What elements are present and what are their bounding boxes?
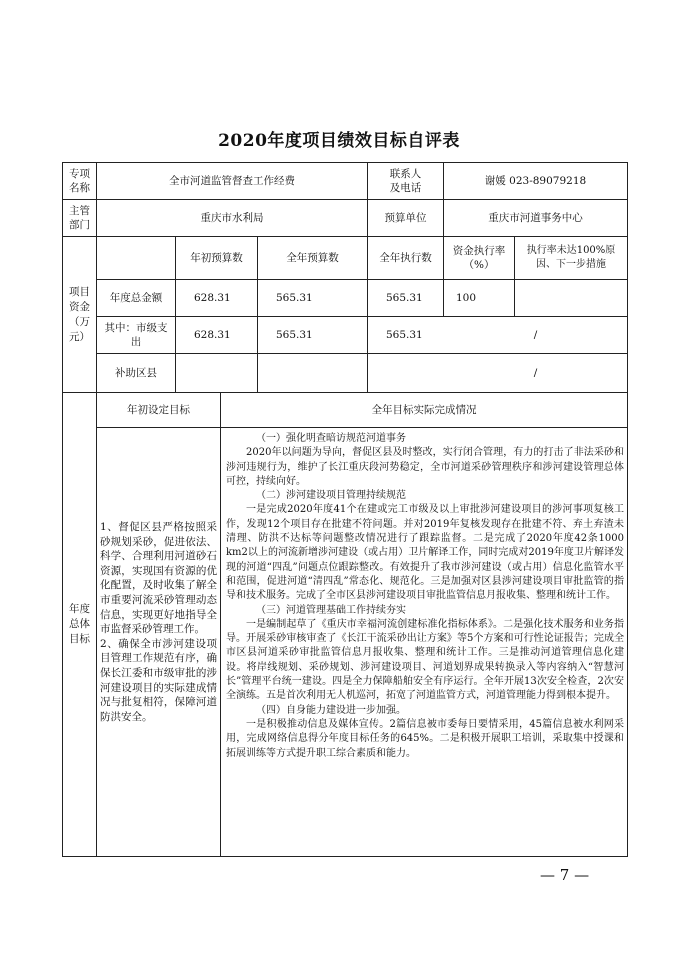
city-merged-cell: / bbox=[533, 329, 538, 341]
contact-value: 谢媛 023-89079218 bbox=[484, 175, 587, 187]
subsidy-merged-cell: / bbox=[533, 367, 538, 379]
page-number: — 7 — bbox=[540, 866, 590, 884]
section-paragraph: 2020年以问题为导向，督促区县及时整改，实行闭合管理，有力的打击了非法采砂和涉河违规行为，维护了长江重庆段河势稳定，全市河道采砂管理秩序和涉河建设管理总体可控，持续向好。 bbox=[226, 447, 624, 487]
section-paragraph: 一是完成2020年度41个在建或完工市级及以上审批涉河建设项目的涉河事项复核工作，发现12个项目存在批建不符问题。并对2019年复核发现存在批建不符、弃土弃渣未清理、防洪不达标等问题整改情况进行了跟踪监督。二是完成了2020年度42条1000 km2以上的河流新增涉河建设（或占用）卫片解译工作，同时完成对2019年度卫片解译发现的河道“四乱”问题点位跟踪整改。有效提升了我市涉河建设（或占用）信息化监管水平和范围，促进河道“清四乱”常态化、规范化。三是加强对区县涉河建设项目审批监管的指导和技术服务。完成了全市区县涉河建设项目审批监管信息月报收集、整理和统计工作。 bbox=[226, 504, 624, 602]
city-annual-budget: 565.31 bbox=[276, 329, 313, 341]
subsidy-initial-budget bbox=[176, 354, 257, 392]
subsidy-annual-execution bbox=[368, 354, 443, 392]
unit-value: 重庆市河道事务中心 bbox=[488, 212, 583, 224]
total-initial-budget: 628.31 bbox=[194, 292, 231, 304]
section-heading: （二）涉河建设项目管理持续规范 bbox=[256, 490, 406, 502]
row-city-label: 其中：市级支 出 bbox=[104, 322, 168, 348]
row-total-label: 年度总金额 bbox=[109, 292, 163, 304]
header-annual-execution: 全年执行数 bbox=[379, 252, 432, 264]
section-heading: （三）河道管理基础工作持续夯实 bbox=[256, 604, 406, 616]
planned-goals-header: 年初设定目标 bbox=[127, 404, 190, 416]
total-execution-rate: 100 bbox=[456, 292, 477, 304]
subsidy-annual-budget bbox=[258, 354, 367, 392]
unit-label: 预算单位 bbox=[384, 212, 427, 224]
goals-section-label: 年度 总体 目标 bbox=[69, 603, 90, 645]
header-execution-rate: 资金执行率 （%） bbox=[452, 245, 506, 271]
header-annual-budget: 全年预算数 bbox=[286, 252, 339, 264]
page-title: 2020年度项目绩效目标自评表 bbox=[218, 131, 460, 151]
total-reason bbox=[515, 280, 627, 316]
row-subsidy-label: 补助区县 bbox=[115, 367, 157, 379]
city-annual-execution: 565.31 bbox=[386, 329, 423, 341]
funds-section-label: 项目 资金 （万 元） bbox=[69, 285, 90, 343]
project-name-value: 全市河道监管督查工作经费 bbox=[169, 175, 295, 187]
section-heading: （四）自身能力建设进一步加强。 bbox=[256, 704, 406, 716]
section-paragraph: 一是积极推动信息及媒体宣传。2篇信息被市委每日要情采用，45篇信息被水利网采用，完成网络信息得分年度目标任务的645%。二是积极开展职工培训，采取集中授课和拓展训练等方式提升职工综合素质和能力。 bbox=[226, 718, 624, 759]
actual-completion-text bbox=[226, 432, 624, 761]
project-name-label: 专项 名称 bbox=[69, 168, 90, 194]
city-initial-budget: 628.31 bbox=[194, 329, 231, 341]
total-annual-execution: 565.31 bbox=[386, 292, 423, 304]
contact-label: 联系人 及电话 bbox=[389, 168, 422, 194]
header-initial-budget: 年初预算数 bbox=[190, 252, 243, 264]
header-reason-measures: 执行率未达100%原 因、下一步措施 bbox=[526, 245, 616, 270]
planned-goals-text: 1、督促区县严格按照采砂规划采砂，促进依法、科学、合理利用河道砂石资源，实现国有资源的优化配置，及时收集了解全市重要河流采砂管理动态信息，实现更好地指导全市监督采砂管理工作。 2、确保全市涉河建设项目管理工作规范有序，确保长江委和市级审批的涉河建设项目的实际建成情况与批复相符，保障河道防洪安全。 bbox=[100, 521, 217, 723]
actual-completion-header: 全年目标实际完成情况 bbox=[371, 404, 477, 416]
dept-value: 重庆市水利局 bbox=[200, 212, 264, 224]
total-annual-budget: 565.31 bbox=[276, 292, 313, 304]
section-heading: （一）强化明查暗访规范河道事务 bbox=[256, 433, 406, 444]
section-paragraph: 一是编制起草了《重庆市幸福河流创建标准化指标体系》。二是强化技术服务和业务指导。开展采砂审核审查了《长江干流采砂出让方案》等5个方案和可行性论证报告；完成全市区县河道采砂审批监管信息月报收集、整理和统计工作。三是推动河道管理信息化建设。将岸线规划、采砂规划、涉河建设项目、河道划界成果转换录入等内容纳入“智慧河长”管理平台统一建设。四是全力保障船舶安全有序运行。全年开展13次安全检查，2次安全演练。五是首次利用无人机巡河，拓宽了河道监管方式，河道管理能力得到根本提升。 bbox=[226, 618, 624, 702]
dept-label: 主管 部门 bbox=[69, 205, 90, 231]
